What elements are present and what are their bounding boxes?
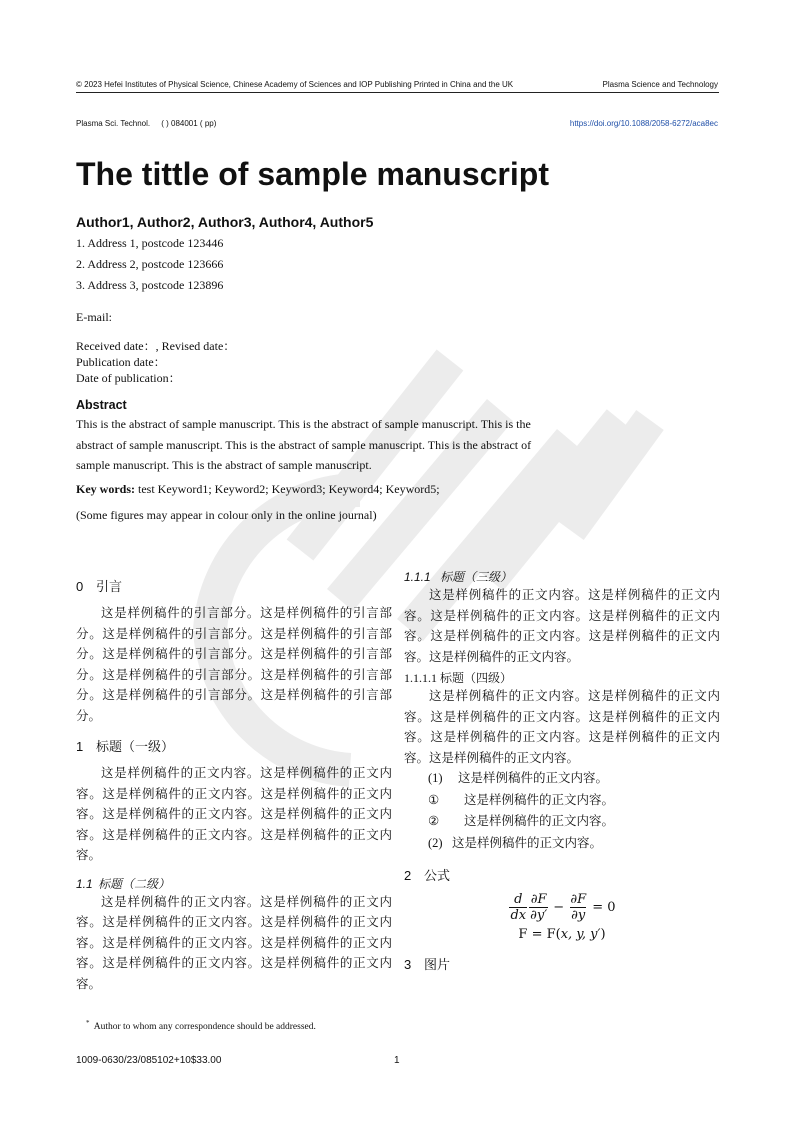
list-text: 这是样例稿件的正文内容。 [464, 792, 615, 807]
email-label: E-mail: [76, 310, 112, 324]
paper-title: The tittle of sample manuscript [76, 156, 549, 192]
subsubsection-1-1-1-paragraph: 这是样例稿件的正文内容。这是样例稿件的正文内容。这是样例稿件的正文内容。这是样例稿件的正文内容。这是样例稿件的正文内容。这是样例稿件的正文内容。这是样例稿件的正文内容。 [404, 588, 720, 664]
list-marker: (2) [428, 835, 443, 850]
copyright-line: © 2023 Hefei Institutes of Physical Science, Chinese Academy of Sciences and IOP Publishing Printed in China and the UK [76, 80, 514, 89]
address-1: 1. Address 1, postcode 123446 [76, 236, 224, 250]
subsection-number: 1.1 [76, 876, 93, 891]
journal-name: Plasma Science and Technology [602, 80, 718, 89]
section-title: 引言 [96, 579, 123, 594]
footnote [86, 1019, 316, 1032]
intro-paragraph: 这是样例稿件的引言部分。这是样例稿件的引言部分。这是样例稿件的引言部分。这是样例稿件的引言部分。这是样例稿件的引言部分。这是样例稿件的引言部分。这是样例稿件的引言部分。这是样例稿件的引言部分。这是样例稿件的引言部分。这是样例稿件的引言部分。 [76, 606, 392, 723]
author-list: Author1, Author2, Author3, Author4, Author5 [76, 214, 374, 230]
received-date: Received date：, Revised date： [76, 339, 236, 353]
address-3: 3. Address 3, postcode 123896 [76, 278, 224, 292]
footer-issn: 1009-0630/23/085102+10$33.00 [76, 1055, 222, 1066]
address-2: 2. Address 2, postcode 123666 [76, 257, 224, 271]
section-heading-0 [76, 576, 392, 595]
heading-level-4: 1.1.1.1 标题（四级） [404, 671, 513, 685]
list-text: 这是样例稿件的正文内容。 [464, 814, 615, 828]
keywords-text: test Keyword1; Keyword2; Keyword3; Keyword4; Keyword5; [135, 482, 440, 496]
list-marker: ① [428, 792, 440, 807]
heading-level-4-paragraph: 这是样例稿件的正文内容。这是样例稿件的正文内容。这是样例稿件的正文内容。这是样例稿件的正文内容。这是样例稿件的正文内容。这是样例稿件的正文内容。这是样例稿件的正文内容。 [404, 689, 720, 765]
section-number: 3 [404, 957, 412, 972]
section-number: 0 [76, 579, 84, 594]
subsubsection-heading-1-1-1 [404, 568, 720, 585]
section-number: 1 [76, 739, 84, 754]
header-rule [76, 92, 719, 93]
section-heading-3 [404, 954, 720, 973]
abstract-heading: Abstract [76, 398, 127, 412]
section-1-paragraph: 这是样例稿件的正文内容。这是样例稿件的正文内容。这是样例稿件的正文内容。这是样例稿件的正文内容。这是样例稿件的正文内容。这是样例稿件的正文内容。这是样例稿件的正文内容。这是样例稿件的正文内容。 [76, 766, 392, 862]
colour-note: (Some figures may appear in colour only in the online journal) [76, 508, 377, 522]
citation [76, 119, 216, 128]
citation-journal: Plasma Sci. Technol. [76, 119, 151, 128]
publication-date: Publication date： [76, 355, 166, 369]
footnote-mark: * [86, 1019, 90, 1027]
abstract-line: abstract of sample manuscript. This is the abstract of sample manuscript. This is the abstract of [76, 437, 532, 452]
list-item [404, 768, 720, 790]
section-title: 图片 [424, 957, 451, 972]
keywords [76, 482, 440, 497]
dates [76, 338, 235, 386]
section-heading-1 [76, 736, 392, 755]
subsubsection-title: 标题（三级） [440, 570, 513, 584]
left-column [76, 576, 392, 994]
page-number: 1 [394, 1055, 400, 1066]
abstract-line: This is the abstract of sample manuscript. This is the abstract of sample manuscript. This is the [76, 417, 531, 431]
doi-link[interactable]: https://doi.org/10.1088/2058-6272/aca8ec [569, 119, 718, 128]
list-marker: (1) [428, 771, 443, 785]
subsection-title: 标题（二级） [98, 876, 171, 891]
subsubsection-number: 1.1.1 [404, 570, 431, 584]
section-heading-2 [404, 865, 720, 884]
citation-info: ( ) 084001 ( pp) [161, 119, 217, 128]
list-text: 这是样例稿件的正文内容。 [458, 771, 609, 785]
abstract-line: sample manuscript. This is the abstract of sample manuscript. [76, 458, 372, 472]
list-item [404, 811, 720, 833]
list-text: 这是样例稿件的正文内容。 [452, 835, 603, 850]
footnote-text: Author to whom any correspondence should be addressed. [93, 1022, 316, 1033]
section-title: 标题（一级） [96, 739, 175, 754]
section-title: 公式 [424, 868, 451, 883]
list-item [404, 790, 720, 812]
subsection-1-1-paragraph: 这是样例稿件的正文内容。这是样例稿件的正文内容。这是样例稿件的正文内容。这是样例稿件的正文内容。这是样例稿件的正文内容。这是样例稿件的正文内容。这是样例稿件的正文内容。这是样例稿件的正文内容。 [76, 894, 392, 991]
date-of-publication: Date of publication： [76, 371, 181, 385]
right-column [404, 568, 720, 973]
equation-2: F = F(x, y, y′) [518, 927, 606, 942]
abstract-body [76, 414, 591, 476]
section-number: 2 [404, 868, 412, 883]
equation-1: $\frac{d}{dx}$ $\frac{\partial F}{\partial y'}$ − $\frac{\partial F}{\partial y}$ = 0 [510, 892, 616, 923]
list-item [404, 833, 720, 855]
keywords-label: Key words: [76, 482, 135, 496]
subsection-heading-1-1 [76, 875, 392, 892]
list-marker: ② [428, 814, 440, 828]
